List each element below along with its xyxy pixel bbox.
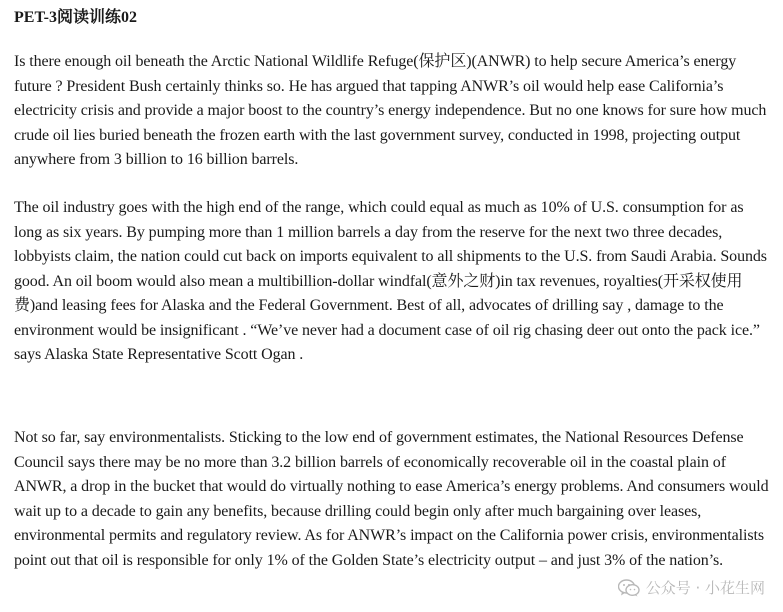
watermark-text: 公众号 · 小花生网 [645, 579, 765, 597]
paragraph-3: Not so far, say environmentalists. Sticking to the low end of government estimates, the National Resources Defense Council says there may be no more than 3.2 billion barrels of economically recoverable oil in the coastal plain of ANWR, a drop in the bucket that would do virtually nothing to ease America’s energy problems. And consumers would wait up to a decade to gain any benefits, because drilling could begin only after much bargaining over leases, environmental permits and regulatory review. As for ANWR’s impact on the California power crisis, environmentalists point out that oil is responsible for only 1% of the Golden State’s electricity output – and just 3% of the nation’s. [14, 429, 769, 569]
wechat-icon [618, 579, 640, 597]
paragraph-2: The oil industry goes with the high end of the range, which could equal as much as 10% of U.S. consumption for as long as six years. By pumping more than 1 million barrels a day from the reserve for the next two three decades, lobbyists claim, the nation could cut back on imports equivalent to all shipments to the U.S. from Saudi Arabia. Sounds good. An oil boom would also mean a multibillion-dollar windfal(意外之财)in tax revenues, royalties(开采权使用费)and leasing fees for Alaska and the Federal Government. Best of all, advocates of drilling say , damage to the environment would be insignificant . “We’ve never had a document case of oil rig chasing deer out onto the pack ice.” says Alaska State Representative Scott Ogan . [14, 199, 767, 363]
page-title: PET-3阅读训练02 [14, 9, 137, 26]
paragraph-1: Is there enough oil beneath the Arctic National Wildlife Refuge(保护区)(ANWR) to help secure America’s energy future ? President Bush certainly thinks so. He has argued that tapping ANWR’s oil would help ease California’s electricity crisis and provide a major boost to the country’s energy independence. But no one knows for sure how much crude oil lies buried beneath the frozen earth with the last government survey, conducted in 1998, projecting output anywhere from 3 billion to 16 billion barrels. [14, 53, 767, 168]
watermark [618, 577, 765, 598]
